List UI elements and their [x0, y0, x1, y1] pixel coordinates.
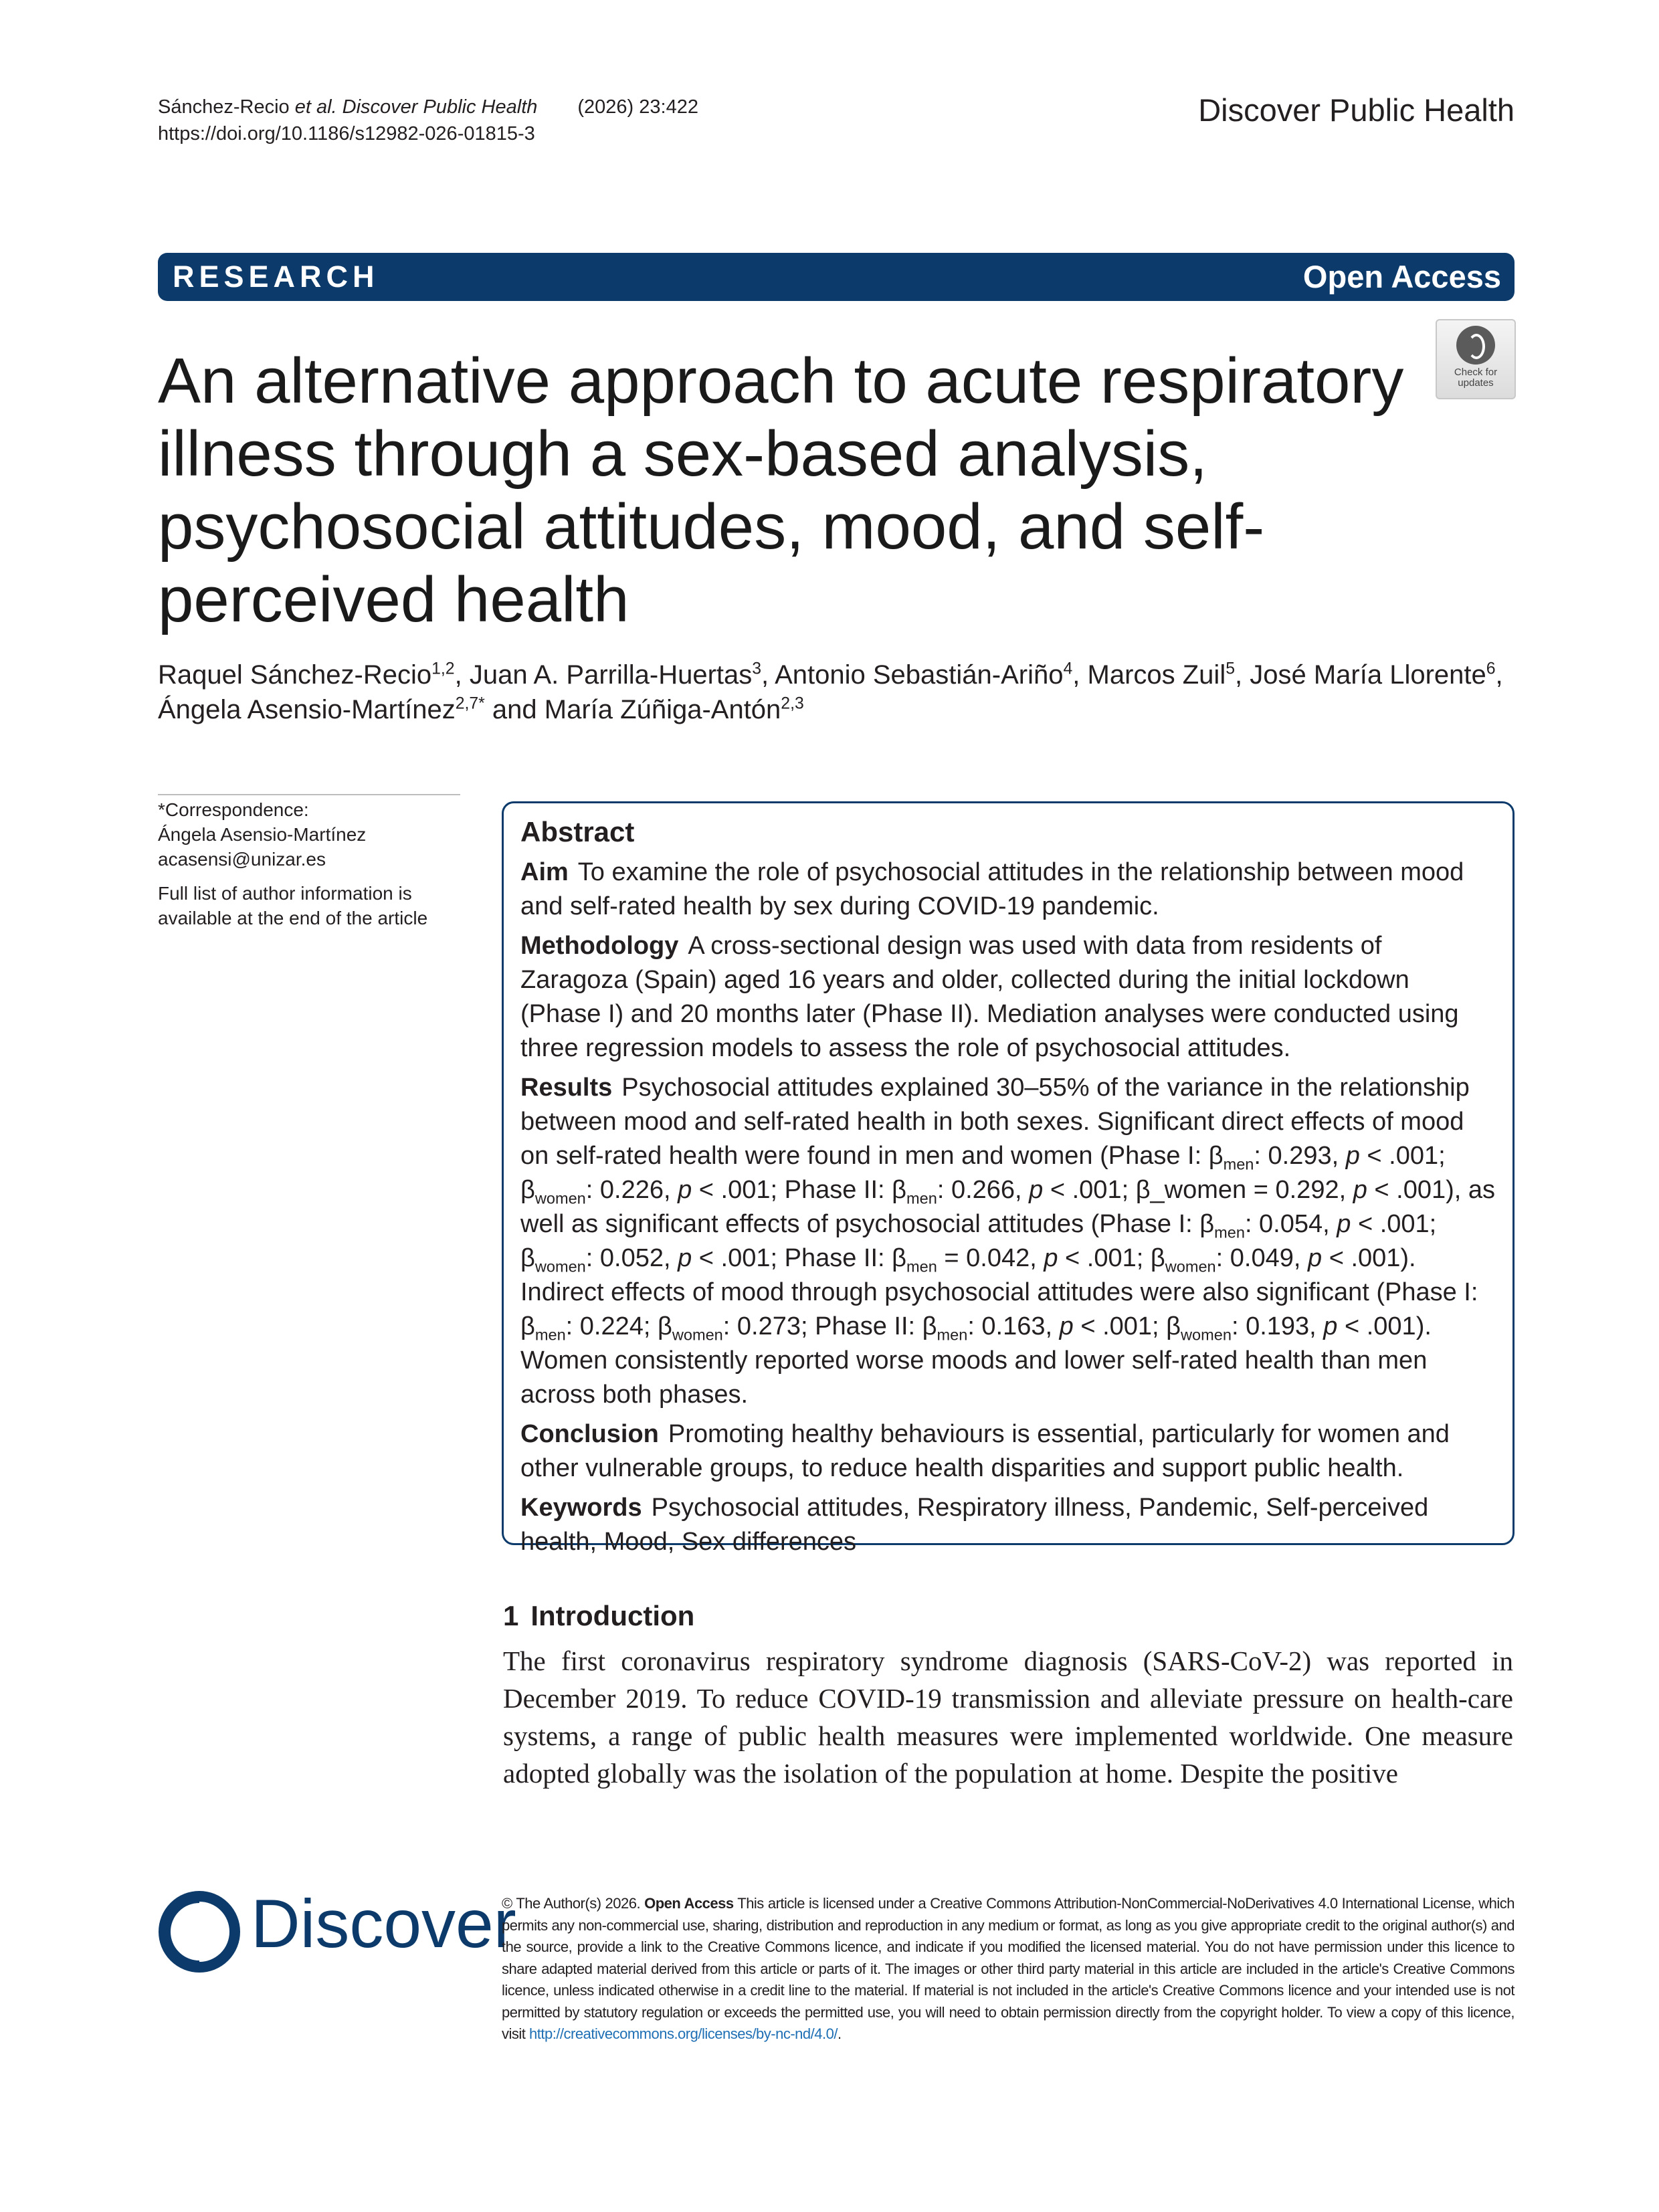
section-heading-introduction [503, 1597, 706, 1635]
check-for-updates-badge[interactable] [1436, 319, 1516, 399]
check-updates-icon [1456, 326, 1495, 365]
author-name[interactable]: Ángela Asensio-Martínez [158, 695, 456, 724]
volume-info: (2026) 23:422 [577, 96, 698, 118]
article-title: An alternative approach to acute respiratory illness through a sex-based analysis, psychosocial attitudes, mood, and self-perceived health [158, 345, 1404, 635]
running-citation [158, 94, 698, 147]
abstract-conclusion [520, 1417, 1495, 1486]
conclusion-text: Promoting healthy behaviours is essential, particularly for women and other vulnerable groups, to reduce health disparities and support public health. [520, 1420, 1450, 1482]
doi-link[interactable]: https://doi.org/10.1186/s12982-026-01815-3 [158, 123, 535, 144]
author-affiliation: 4 [1063, 660, 1073, 678]
license-notice [502, 1893, 1515, 2045]
author-affiliation: 2,7* [455, 694, 485, 713]
correspondence-box [158, 797, 466, 940]
author-separator: , [1072, 660, 1088, 690]
discover-logo-icon [158, 1890, 241, 1973]
aim-label: Aim [520, 858, 569, 886]
badge-line-2: updates [1458, 377, 1494, 389]
methodology-label: Methodology [520, 932, 679, 960]
author-name[interactable]: Marcos Zuil [1087, 660, 1226, 690]
results-label: Results [520, 1074, 613, 1102]
abstract-methodology [520, 929, 1495, 1066]
author-info-note: Full list of author information is available at the end of the article [158, 883, 428, 928]
author-separator: , [1495, 660, 1503, 690]
correspondence-name: Ángela Asensio-Martínez [158, 824, 367, 845]
author-affiliation: 3 [752, 660, 762, 678]
abstract-box [502, 801, 1515, 1556]
keywords-text: Psychosocial attitudes, Respiratory illness, Pandemic, Self-perceived health, Mood, Sex differences [520, 1494, 1429, 1556]
abstract-keywords [520, 1491, 1495, 1559]
author-name[interactable]: José María Llorente [1250, 660, 1486, 690]
license-link[interactable]: http://creativecommons.org/licenses/by-nc-nd/4.0/ [529, 2025, 838, 2042]
article-type-banner [158, 253, 1515, 301]
author-name[interactable]: Juan A. Parrilla-Huertas [469, 660, 753, 690]
article-type: RESEARCH [173, 260, 379, 294]
open-access-label: Open Access [1302, 259, 1501, 294]
section-title: Introduction [530, 1600, 695, 1631]
correspondence-email[interactable]: acasensi@unizar.es [158, 849, 326, 870]
author-separator: , [454, 660, 470, 690]
correspondence-divider [158, 794, 460, 795]
methodology-text: A cross-sectional design was used with data from residents of Zaragoza (Spain) aged 16 years and older, collected during the initial lockdown (Phase I) and 20 months later (Phase II). Mediation analyses were conducted using three regression models to assess the role of psychosocial attitudes. [520, 932, 1459, 1062]
author-list [158, 658, 1516, 727]
author-name[interactable]: María Zúñiga-Antón [544, 695, 781, 724]
author-separator: , [761, 660, 775, 690]
badge-line-1: Check for [1454, 367, 1498, 378]
conclusion-label: Conclusion [520, 1420, 659, 1448]
author-affiliation: 6 [1486, 660, 1496, 678]
keywords-label: Keywords [520, 1494, 642, 1522]
license-end: . [837, 2025, 842, 2042]
discover-logo-text: Discover [251, 1886, 516, 1962]
license-open-access: Open Access [644, 1895, 734, 1912]
license-prefix: © The Author(s) 2026. [502, 1895, 641, 1912]
author-name[interactable]: Antonio Sebastián-Ariño [775, 660, 1064, 690]
journal-italic: Discover Public Health [342, 96, 538, 118]
author-name[interactable]: Raquel Sánchez-Recio [158, 660, 432, 690]
author-separator: and [484, 695, 545, 724]
author-affiliation: 2,3 [781, 694, 804, 713]
correspondence-label: *Correspondence: [158, 799, 309, 820]
abstract-heading: Abstract [520, 816, 635, 847]
abstract-aim [520, 856, 1495, 924]
author-affiliation: 5 [1226, 660, 1235, 678]
et-al: et al. [294, 96, 337, 118]
author-short: Sánchez-Recio [158, 96, 290, 118]
section-number: 1 [503, 1600, 519, 1631]
license-text: This article is licensed under a Creative Commons Attribution-NonCommercial-NoDerivatives 4.0 International License, which permits any non-commercial use, sharing, distribution and reproduction in any medium or format, as long as you give appropriate credit to the original author(s) and the source, provide a link to the Creative Commons licence, and indicate if you modified the licensed material. You do not have permission under this licence to share adapted material derived from this article or parts of it. The images or other third party material in this article are included in the article's Creative Commons licence, unless indicated otherwise in a credit line to the material. If material is not included in the article's Creative Commons licence and your intended use is not permitted by statutory regulation or exceeds the permitted use, you will need to obtain permission directly from the copyright holder. To view a copy of this licence, visit [502, 1895, 1515, 2042]
aim-text: To examine the role of psychosocial attitudes in the relationship between mood and self-rated health by sex during COVID-19 pandemic. [520, 858, 1464, 920]
author-affiliation: 1,2 [431, 660, 455, 678]
abstract-results: Results Psychosocial attitudes explained 30–55% of the variance in the relationship between mood and self-rated health in both sexes. Significant direct effects of mood on self-rated health were found in men and women (Phase I: $\beta_{men}$: 0.293, p < .001; $\beta_{women}$: 0.226, p < .001; Phase II: $\beta_{men}$: 0.266, p < .001; β_women = 0.292, p < .001), as well as significant effects of psychosocial attitudes (Phase I: $\beta_{men}$: 0.054, p < .001; $\beta_{women}$: 0.052, p < .001; Phase II: $\beta_{men} = 0.042$, p < .001; $\beta_{women}$: 0.049, p < .001). Indirect effects of mood through psychosocial attitudes were also significant (Phase I: $\beta_{men}$: 0.224; $\beta_{women}$: 0.273; Phase II: $\beta_{men}$: 0.163, p < .001; $\beta_{women}$: 0.193, p < .001). Women consistently reported worse moods and lower self-rated health than men across both phases. [520, 1074, 1496, 1409]
author-separator: , [1235, 660, 1250, 690]
journal-name: Discover Public Health [1198, 92, 1515, 128]
introduction-paragraph: The first coronavirus respiratory syndrome diagnosis (SARS-CoV-2) was reported in December 2019. To reduce COVID-19 transmission and alleviate pressure on health-care systems, a range of public health measures were implemented worldwide. One measure adopted globally was the isolation of the population at home. Despite the positive [503, 1645, 1513, 1789]
